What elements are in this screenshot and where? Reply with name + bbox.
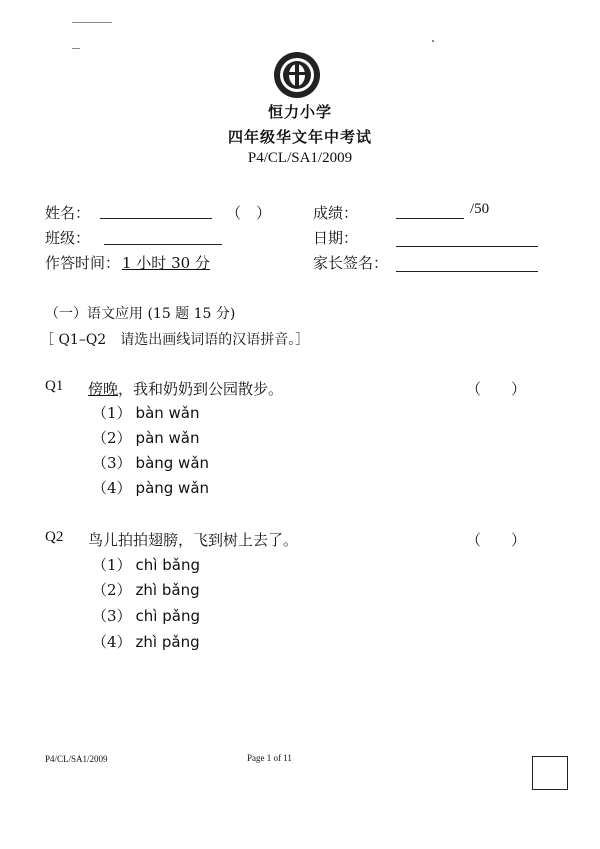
school-logo: [272, 50, 322, 100]
name-label: 姓名：: [45, 204, 91, 222]
score-box: [532, 756, 568, 790]
option-1[interactable]: （1） bàn wǎn: [92, 404, 200, 422]
option-2[interactable]: （2） pàn wǎn: [92, 429, 200, 447]
class-label: 班级：: [45, 229, 91, 247]
date-label: 日期：: [313, 229, 359, 247]
question-sentence: 鸟儿拍拍翅膀，飞到树上去了。: [88, 531, 299, 549]
score-total: /50: [470, 201, 490, 217]
class-field-line[interactable]: [104, 244, 222, 245]
exam-title: 四年级华文年中考试: [227, 128, 372, 146]
footer-exam-code: P4/CL/SA1/2009: [45, 754, 108, 764]
underlined-word: 傍晚: [88, 380, 119, 398]
question-text: [88, 529, 298, 550]
section-instruction: ［ Q1–Q2 请选出画线词语的汉语拼音。］: [40, 332, 310, 348]
question-number: Q2: [45, 529, 64, 545]
option-4[interactable]: （4） zhì pǎng: [92, 633, 200, 651]
option-1[interactable]: （1） chì bǎng: [92, 556, 200, 574]
time-value: 1 小时 30 分: [122, 254, 210, 272]
scan-speck: [432, 40, 434, 42]
footer-page-number: Page 1 of 11: [247, 753, 292, 763]
question-number: Q1: [45, 378, 64, 394]
option-4[interactable]: （4） pàng wǎn: [92, 479, 210, 497]
question-text: [88, 378, 283, 399]
answer-paren[interactable]: （ ）: [466, 531, 527, 549]
section-title: （一）语文应用 (15 题 15 分): [45, 306, 236, 322]
score-label: 成绩：: [313, 204, 359, 222]
scan-speck: [72, 22, 112, 23]
date-field-line[interactable]: [396, 246, 538, 247]
exam-code: P4/CL/SA1/2009: [247, 150, 353, 166]
option-3[interactable]: （3） bàng wǎn: [92, 454, 210, 472]
scan-speck: [72, 48, 80, 49]
school-name: 恒力小学: [267, 103, 332, 121]
class-number-paren: （ ）: [226, 204, 272, 222]
parent-signature-line[interactable]: [396, 271, 538, 272]
name-field-line[interactable]: [100, 218, 212, 219]
score-field-line[interactable]: [396, 218, 464, 219]
time-label: 作答时间：: [45, 254, 121, 272]
question-sentence: ，我和奶奶到公园散步。: [118, 380, 284, 398]
option-3[interactable]: （3） chì pǎng: [92, 607, 200, 625]
parent-signature-label: 家长签名：: [313, 254, 389, 272]
answer-paren[interactable]: （ ）: [466, 380, 527, 398]
option-2[interactable]: （2） zhì bǎng: [92, 581, 200, 599]
